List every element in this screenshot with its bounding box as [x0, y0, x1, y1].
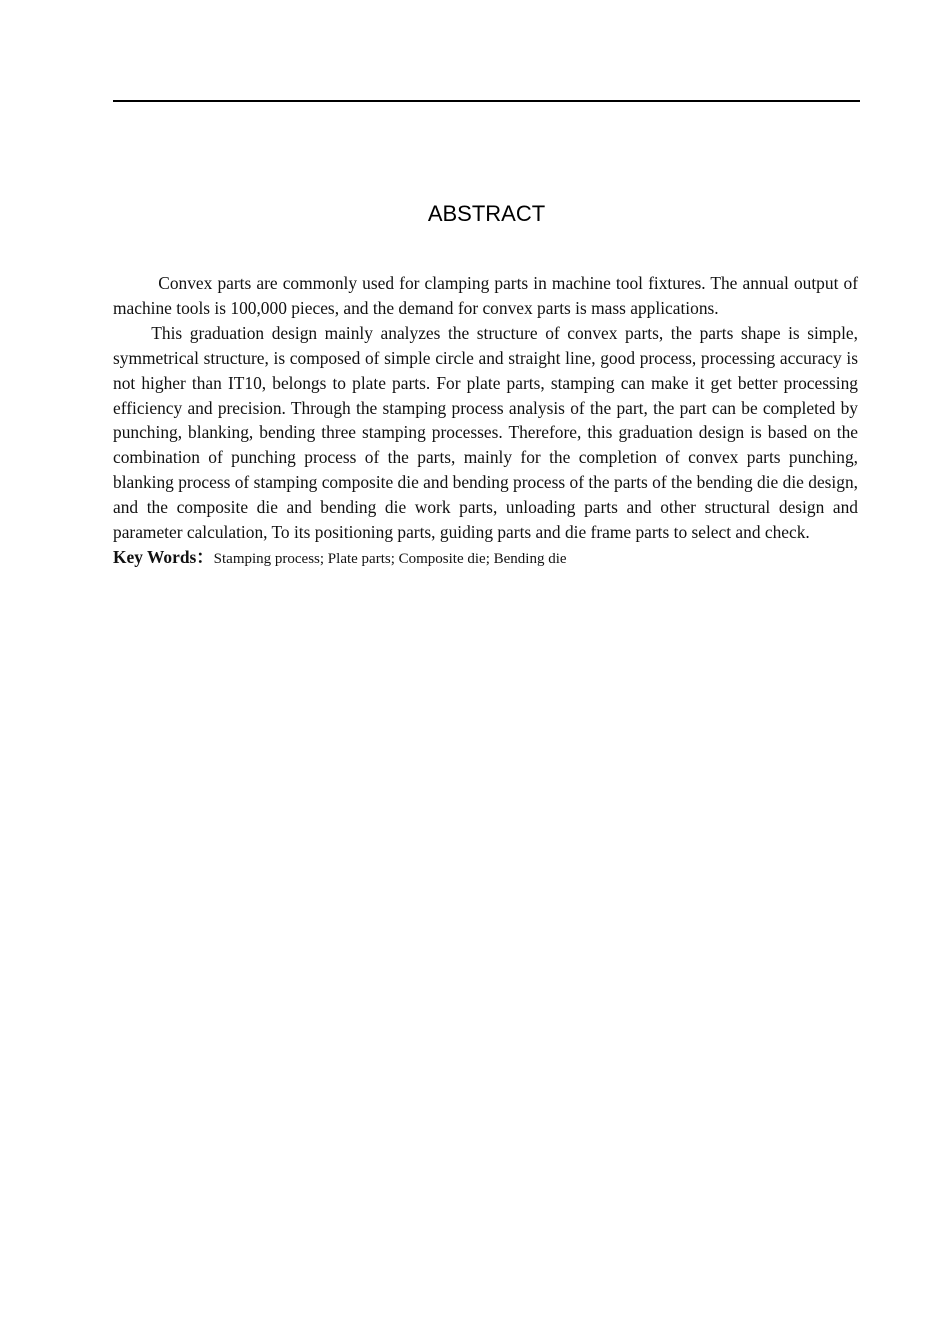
abstract-body [113, 271, 858, 572]
abstract-paragraph: This graduation design mainly analyzes the structure of convex parts, the parts shape is simple, symmetrical structure, is composed of simple circle and straight line, good process, processing accuracy is not higher than IT10, belongs to plate parts. For plate parts, stamping can make it get better processing efficiency and precision. Through the stamping process analysis of the part, the part can be completed by punching, blanking, bending three stamping processes. Therefore, this graduation design is based on the combination of punching process of the parts, mainly for the completion of convex parts punching, blanking process of stamping composite die and bending process of the parts of the bending die die design, and the composite die and bending die work parts, unloading parts and other structural design and parameter calculation, To its positioning parts, guiding parts and die frame parts to select and check. [113, 322, 858, 543]
abstract-title: ABSTRACT [427, 201, 546, 226]
header-rule [113, 100, 860, 102]
keywords-text: Stamping process; Plate parts; Composite die; Bending die [213, 550, 567, 567]
abstract-paragraph: Convex parts are commonly used for clamping parts in machine tool fixtures. The annual output of machine tools is 100,000 pieces, and the demand for convex parts is mass applications. [113, 273, 858, 318]
keywords-line [113, 545, 858, 572]
keywords-label: Key Words： [113, 546, 214, 567]
